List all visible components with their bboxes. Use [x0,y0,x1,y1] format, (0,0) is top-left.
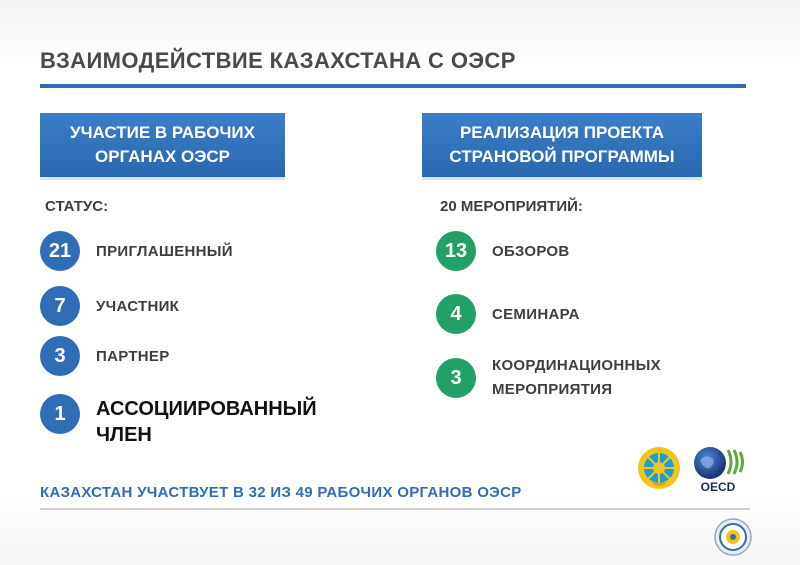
item-label: АССОЦИИРОВАННЫЙ ЧЛЕН [96,398,317,446]
count-badge: 4 [436,294,476,334]
list-item-seminars [436,294,580,334]
title-divider [40,84,746,88]
footer-divider [40,508,750,510]
item-label: ОБЗОРОВ [492,242,570,260]
count-badge: 21 [40,231,80,271]
count-badge: 3 [40,336,80,376]
item-label: ПРИГЛАШЕННЫЙ [96,242,233,260]
left-header-label: УЧАСТИЕ В РАБОЧИХ ОРГАНАХ ОЭСР [70,123,255,166]
right-header-box [422,113,702,177]
kazakhstan-emblem-icon [637,446,681,490]
list-item-associate [40,394,317,448]
item-label: УЧАСТНИК [96,297,180,315]
list-item-coordination [436,354,661,402]
left-subheading: СТАТУС: [45,198,109,215]
count-badge: 13 [436,231,476,271]
list-item-invited [40,231,233,271]
right-subheading: 20 МЕРОПРИЯТИЙ: [440,198,583,215]
item-label: СЕМИНАРА [492,305,580,323]
oecd-wordmark: OECD [700,480,736,494]
item-label: КООРДИНАЦИОННЫХ МЕРОПРИЯТИЯ [492,357,661,398]
oecd-logo [690,444,746,496]
count-badge: 7 [40,286,80,326]
list-item-participant [40,286,179,326]
globe-icon [690,444,746,480]
page-title: ВЗАИМОДЕЙСТВИЕ КАЗАХСТАНА С ОЭСР [40,48,516,73]
list-item-reviews [436,231,570,271]
seal-icon [714,518,752,556]
count-badge: 1 [40,394,80,434]
list-item-partner [40,336,170,376]
right-header-label: РЕАЛИЗАЦИЯ ПРОЕКТА СТРАНОВОЙ ПРОГРАММЫ [449,123,675,166]
count-badge: 3 [436,358,476,398]
footer-summary: КАЗАХСТАН УЧАСТВУЕТ В 32 ИЗ 49 РАБОЧИХ ОРГАНОВ ОЭСР [40,484,522,501]
item-label: ПАРТНЕР [96,347,170,365]
left-header-box [40,113,285,177]
